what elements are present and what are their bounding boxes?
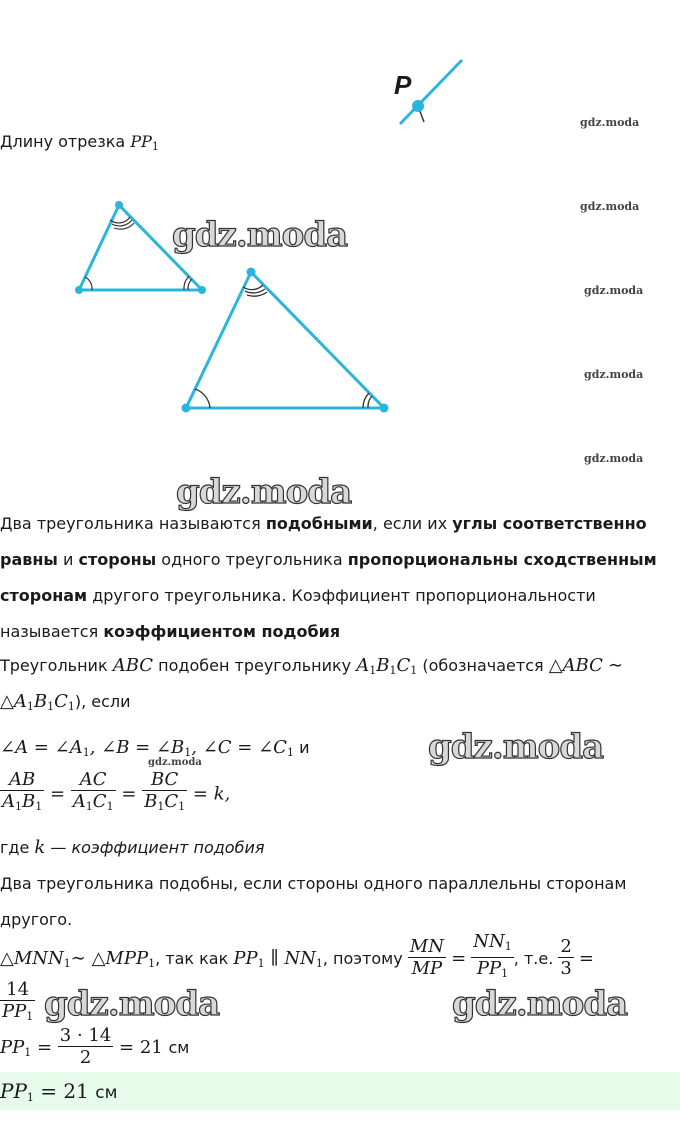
watermark-large: gdz.moda <box>172 215 348 255</box>
watermark-small: gdz.moda <box>580 200 640 213</box>
coefficient-line: где k — коэффициент подобия <box>0 837 265 858</box>
watermark-small: gdz.moda <box>580 116 640 129</box>
similar-line-1: Треугольник ABC подобен треугольнику $A_1B_1C_1$ (обозначается △ABC ∼ <box>0 655 624 677</box>
parallel-line-2: другого. <box>0 910 73 929</box>
definition-line-3: сторонам другого треугольника. Коэффициент пропорциональности <box>0 586 596 605</box>
watermark-large: gdz.moda <box>176 472 352 512</box>
similar-line-2: $\triangle A_1B_1C_1$), если <box>0 691 131 713</box>
definition-line-4: называется коэффициентом подобия <box>0 622 341 641</box>
top-figure <box>380 50 480 130</box>
watermark-small: gdz.moda <box>584 284 644 297</box>
similarity-statement: $\triangle MNN_1\sim$ $\triangle MPP_1$, так как $PP_1$ ∥ $NN_1$, поэтому $\frac{MN}{MP}$ = $\frac{NN_1}{PP_1}$ , т.е. $\frac{2}{3}$ = <box>0 931 594 980</box>
watermark-small: gdz.moda <box>148 757 202 768</box>
watermark-small: gdz.moda <box>584 368 644 381</box>
answer-value: 21 <box>63 1079 89 1103</box>
answer-box: $PP_1 = 21$ см <box>0 1072 680 1110</box>
definition-line-2: равны и стороны одного треугольника пропорциональны сходственным <box>0 550 657 569</box>
definition-line-1: Два треугольника называются подобными, если их углы соответственно <box>0 514 647 533</box>
large-triangle <box>182 268 389 413</box>
angles-line: ∠A = $\angle A_1$, ∠B = $\angle B_1$, ∠C = $\angle C_1$ и <box>0 737 310 759</box>
intro-line: Длину отрезка $PP_1$ <box>0 132 159 153</box>
watermark-large: gdz.moda <box>44 984 220 1024</box>
point-label-p: P <box>394 70 412 100</box>
watermark-small: gdz.moda <box>584 452 644 465</box>
parallel-line-1: Два треугольника подобны, если стороны одного параллельны сторонам <box>0 874 627 893</box>
ratios-line: $\frac{AB}{A_1B_1}$ = $\frac{AC}{A_1C_1}$ = $\frac{BC}{B_1C_1}$ = k, <box>2 769 231 813</box>
fraction-14: $\frac{14}{PP_1}$ <box>2 979 34 1023</box>
calculation-line: $PP_1$ = $\frac{3 \cdot 14}{2}$ = 21 см <box>0 1025 190 1068</box>
watermark-large: gdz.moda <box>428 727 604 767</box>
watermark-large: gdz.moda <box>452 984 628 1024</box>
answer-unit: см <box>95 1083 118 1103</box>
